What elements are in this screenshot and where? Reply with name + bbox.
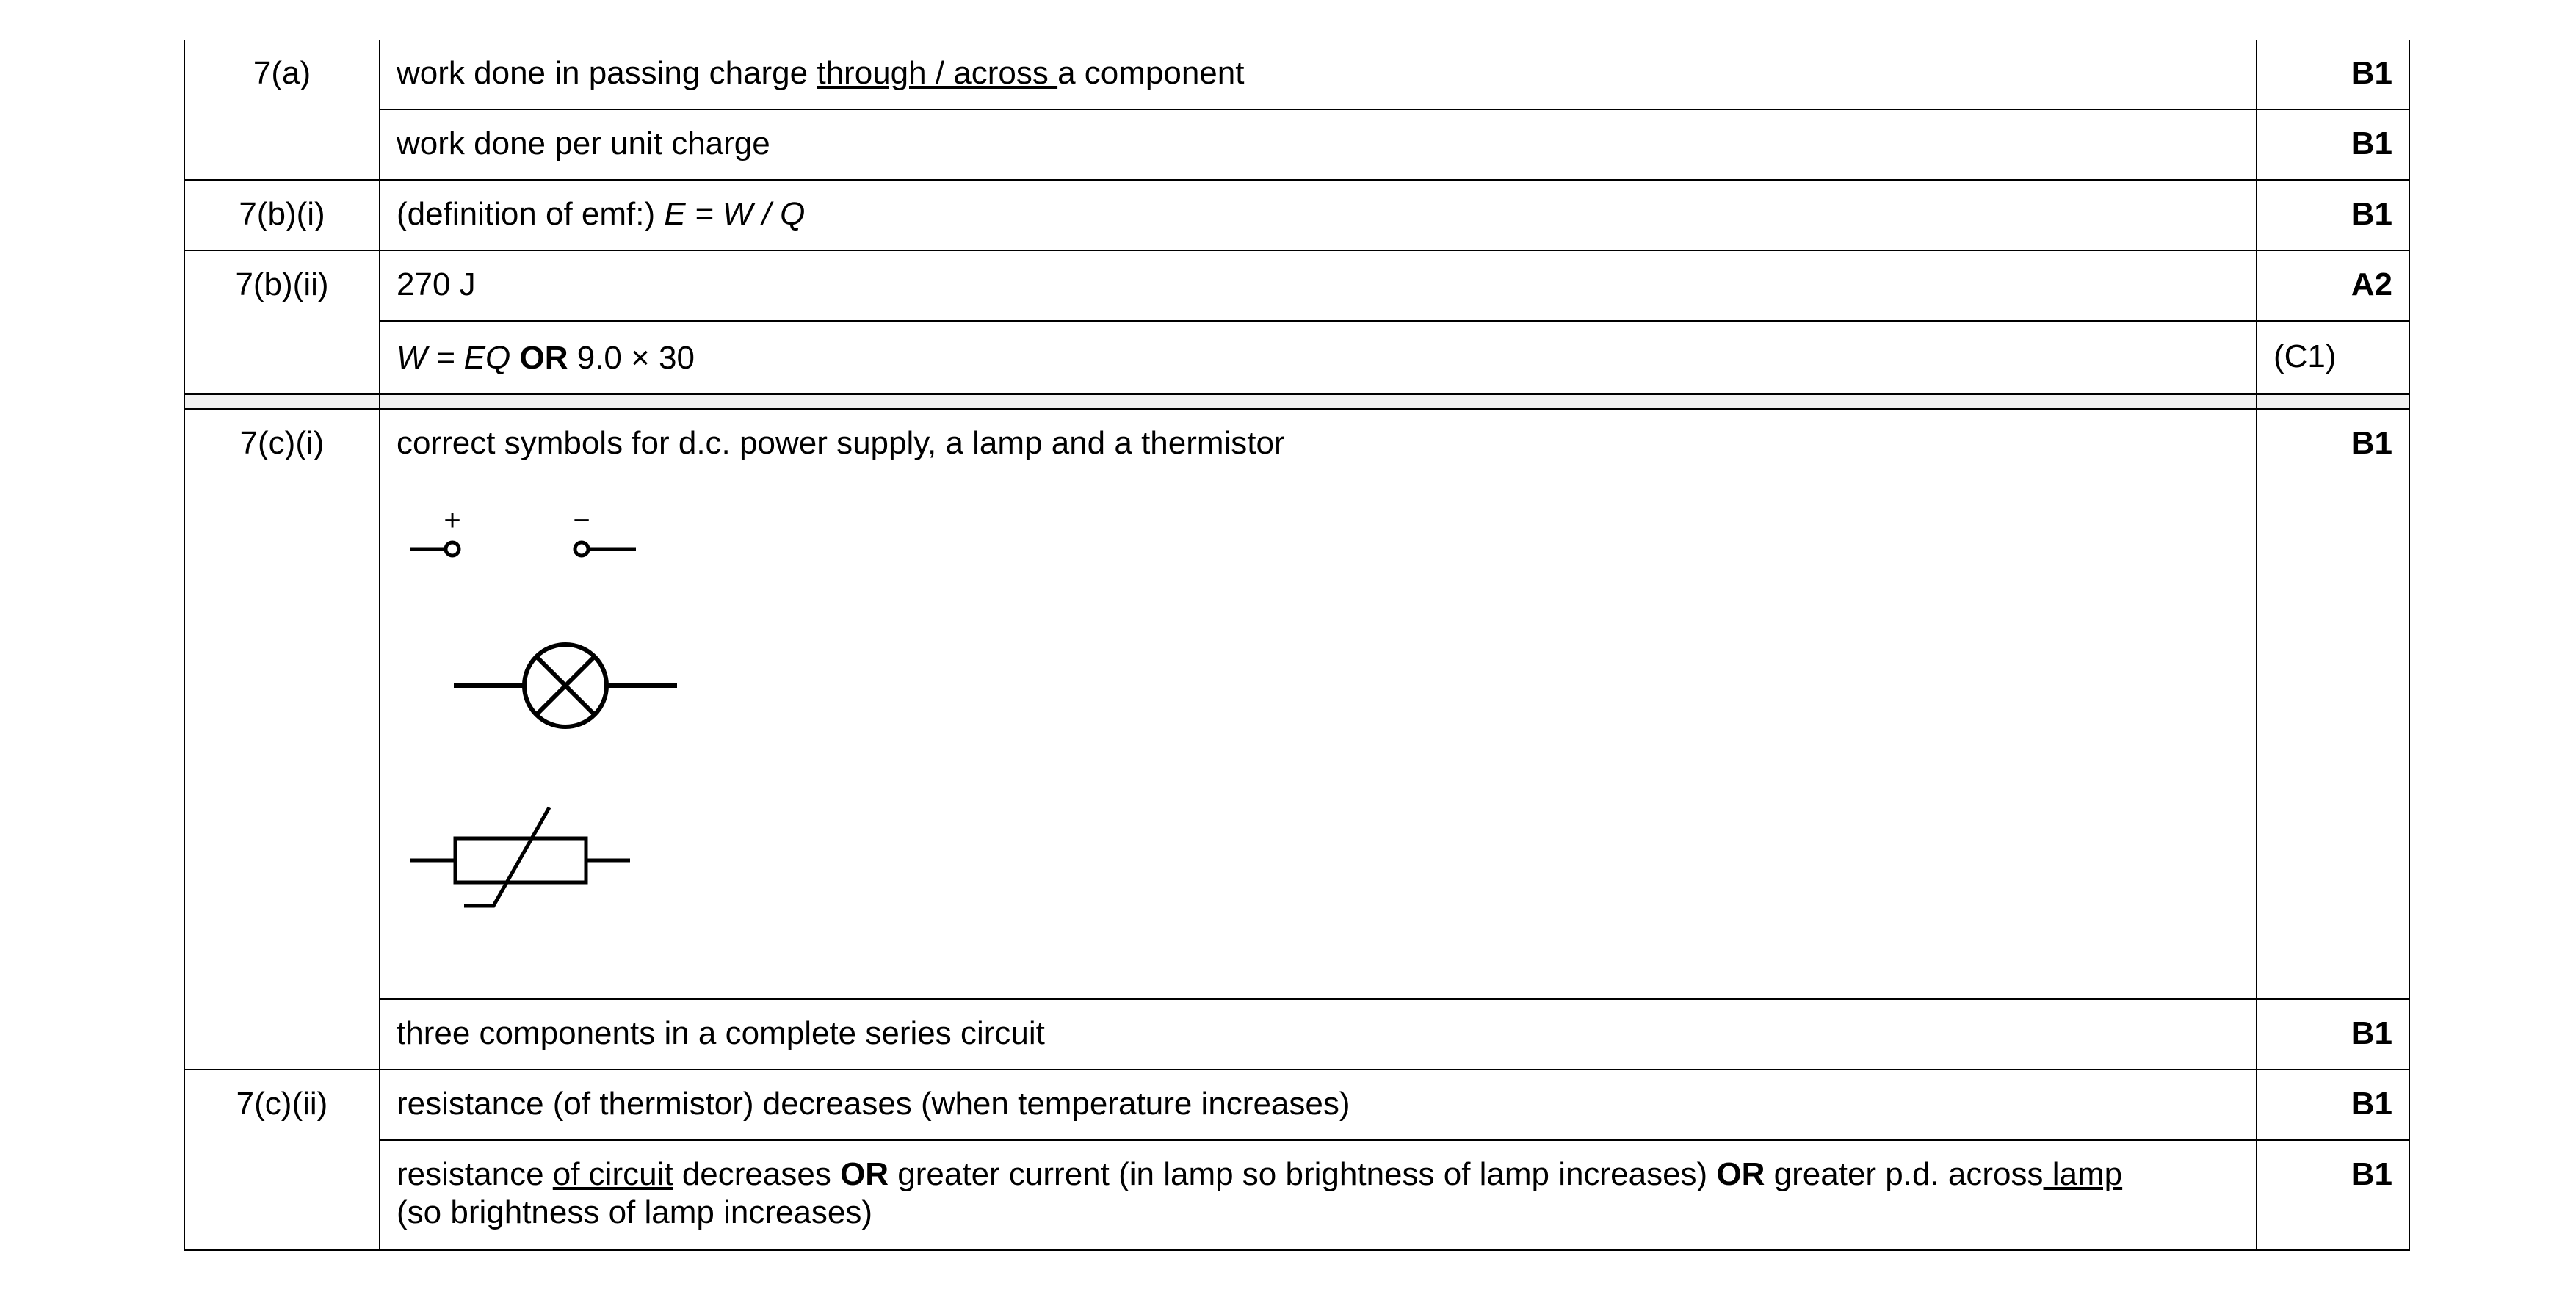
answer-cell: three components in a complete series circuit — [380, 1000, 2257, 1069]
mark-cell: (C1) — [2273, 338, 2337, 374]
mark-cell: B1 — [2351, 1086, 2392, 1122]
mark-cell: B1 — [2351, 126, 2392, 161]
mark-cell: A2 — [2351, 266, 2392, 302]
circuit-symbols — [380, 479, 2256, 998]
page-break-divider — [185, 393, 2409, 410]
row-7a — [185, 40, 2409, 179]
row-7cii — [185, 1069, 2409, 1249]
question-number: 7(b)(ii) — [185, 251, 380, 393]
lamp-icon — [454, 645, 677, 727]
thermistor-icon — [410, 807, 630, 906]
mark-cell: B1 — [2351, 196, 2392, 232]
row-7bii — [185, 250, 2409, 393]
answer-cell: resistance (of thermistor) decreases (when temperature increases) — [380, 1070, 2257, 1139]
question-number: 7(b)(i) — [185, 181, 380, 250]
row-7ci — [185, 410, 2409, 1069]
mark-cell: B1 — [2351, 55, 2392, 91]
circuit-symbols-drawing — [380, 479, 689, 998]
question-number: 7(c)(ii) — [185, 1070, 380, 1249]
answer-cell: (definition of emf:) E = W / Q — [380, 181, 2257, 250]
mark-scheme-table — [184, 40, 2410, 1251]
mark-cell: B1 — [2351, 1156, 2392, 1192]
question-number: 7(c)(i) — [185, 410, 380, 1069]
plus-sign: + — [444, 504, 461, 537]
answer-cell: 270 J — [380, 251, 2257, 320]
row-7bi — [185, 179, 2409, 250]
dc-power-supply-icon — [410, 542, 636, 556]
mark-cell: B1 — [2351, 425, 2392, 461]
answer-cell: resistance of circuit decreases OR greater current (in lamp so brightness of lamp increases) OR greater p.d. across lamp (so brightness of lamp increases) — [380, 1141, 2257, 1249]
mark-cell: B1 — [2351, 1015, 2392, 1051]
minus-sign: − — [573, 504, 590, 537]
answer-cell: work done per unit charge — [380, 110, 2257, 179]
answer-cell: work done in passing charge through / across a component — [380, 40, 2257, 109]
question-number: 7(a) — [185, 40, 380, 179]
answer-cell: correct symbols for d.c. power supply, a lamp and a thermistor + − — [380, 410, 2257, 998]
answer-cell: W = EQ OR 9.0 × 30 — [380, 322, 2257, 393]
